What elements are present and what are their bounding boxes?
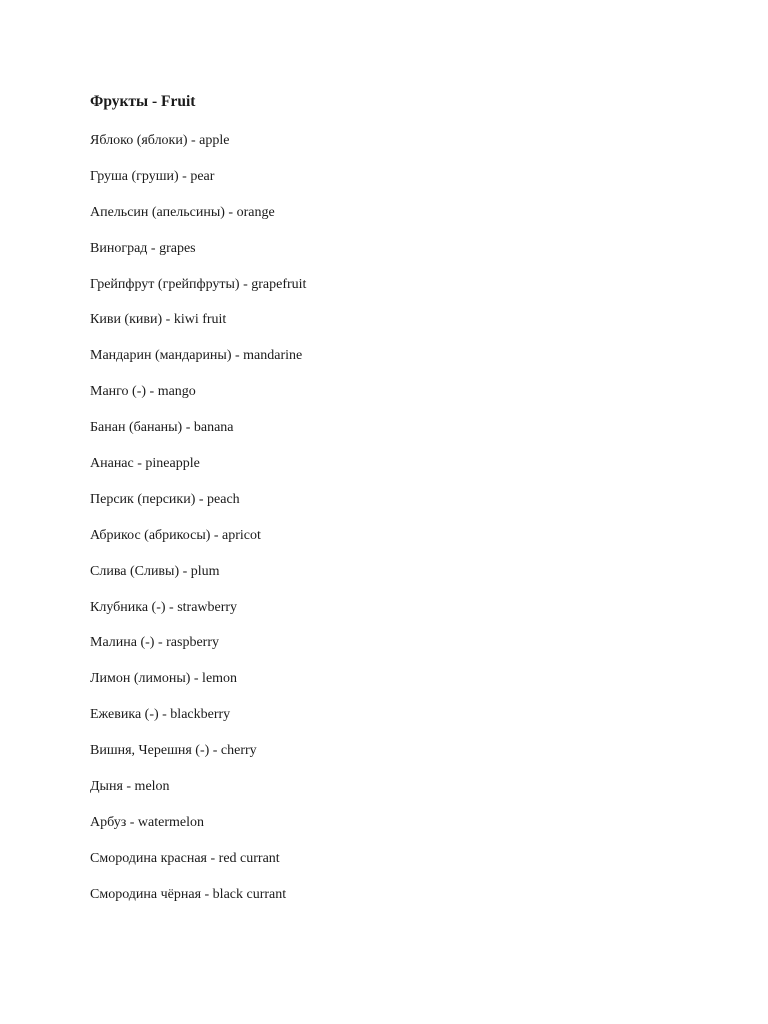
list-item: Смородина красная - red currant xyxy=(90,850,280,866)
list-item: Вишня, Черешня (-) - cherry xyxy=(90,743,257,759)
list-item: Манго (-) - mango xyxy=(90,384,196,400)
list-item: Лимон (лимоны) - lemon xyxy=(90,671,238,687)
list-item: Грейпфрут (грейпфруты) - grapefruit xyxy=(90,276,307,292)
list-item: Смородина чёрная - black currant xyxy=(90,886,287,902)
list-item: Груша (груши) - pear xyxy=(90,168,215,184)
list-item: Яблоко (яблоки) - apple xyxy=(90,133,230,148)
list-item: Мандарин (мандарины) - mandarine xyxy=(90,348,303,364)
list-item: Ежевика (-) - blackberry xyxy=(90,707,231,723)
list-item: Киви (киви) - kiwi fruit xyxy=(90,312,227,328)
list-item: Клубника (-) - strawberry xyxy=(90,599,238,615)
list-item: Виноград - grapes xyxy=(90,240,196,256)
list-item: Малина (-) - raspberry xyxy=(90,635,219,651)
vocabulary-list xyxy=(90,131,306,921)
list-item: Персик (персики) - peach xyxy=(90,491,240,507)
list-item: Апельсин (апельсины) - orange xyxy=(90,204,275,220)
page-title: Фрукты - Fruit xyxy=(90,93,196,110)
list-item: Слива (Сливы) - plum xyxy=(90,563,220,579)
list-item: Банан (бананы) - banana xyxy=(90,420,234,436)
list-item: Абрикос (абрикосы) - apricot xyxy=(90,527,261,543)
list-item: Арбуз - watermelon xyxy=(90,814,204,830)
list-item: Ананас - pineapple xyxy=(90,456,200,472)
list-item: Дыня - melon xyxy=(90,779,170,795)
